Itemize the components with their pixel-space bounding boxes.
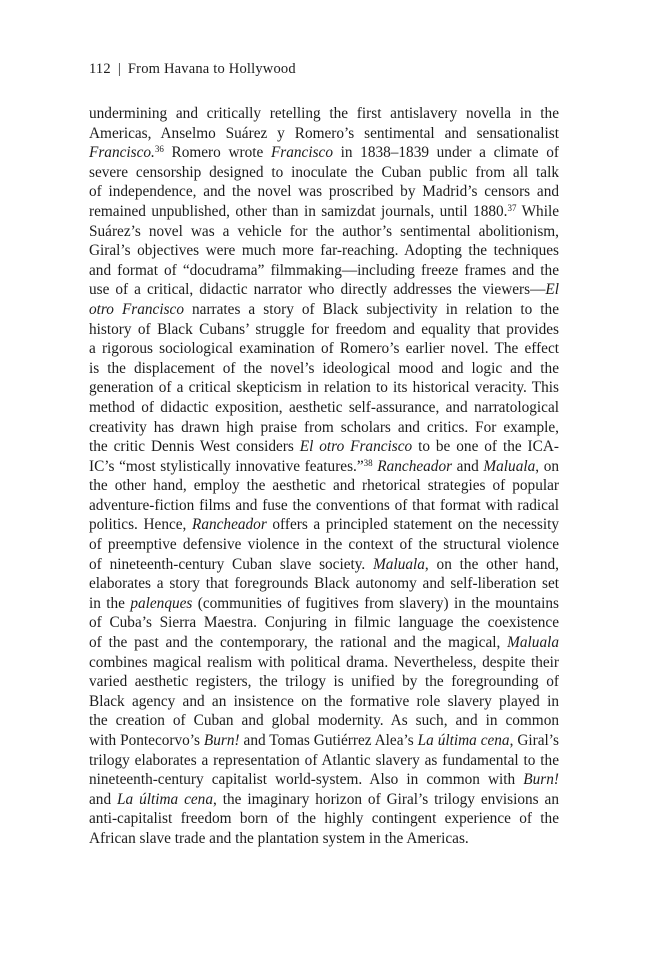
text-line [89, 280, 559, 300]
text-run: generation of a critical skepticism in relation to its historical veracity. This [89, 379, 559, 397]
footnote-marker: 36 [154, 144, 164, 155]
text-run: and [452, 457, 484, 475]
text-run: While [516, 202, 559, 220]
text-run: of nineteenth-century Cuban slave society. [89, 555, 374, 573]
italic-title: otro Francisco [89, 300, 184, 318]
text-run: the critic Dennis West considers [89, 438, 300, 456]
text-line [89, 594, 559, 614]
italic-title: La última cena [417, 732, 510, 749]
text-run: , the imaginary horizon of Giral’s trilogy envisions an [212, 790, 559, 808]
text-line [89, 790, 559, 810]
text-run: in 1838–1839 under a climate of [332, 144, 559, 162]
text-line [89, 143, 559, 163]
text-run: use of a critical, didactic narrator who directly addresses the viewers— [89, 281, 546, 299]
text-line [89, 457, 559, 477]
text-run: IC’s “most stylistically innovative features.” [89, 457, 364, 475]
text-run: of Cuba’s Sierra Maestra. Conjuring in filmic language the coexistence [89, 614, 559, 632]
text-run: undermining and critically retelling the first antislavery novella in the [89, 105, 559, 122]
footnote-marker: 37 [507, 202, 517, 213]
text-line [89, 476, 559, 496]
text-line [89, 418, 559, 438]
text-run: with Pontecorvo’s [89, 732, 204, 749]
text-run: of independence, and the novel was proscribed by Madrid’s censors and [89, 183, 559, 201]
text-run: severe censorship designed to inoculate the Cuban public from all talk [89, 163, 559, 181]
text-line [89, 378, 559, 398]
italic-title: Maluala [507, 634, 559, 652]
text-run: offers a principled statement on the necessity [266, 516, 559, 534]
text-run: combines magical realism with political drama. Nevertheless, despite their [89, 653, 559, 671]
header-separator: | [117, 61, 121, 77]
text-run: elaborates a story that foregrounds Black autonomy and self-liberation set [89, 575, 559, 593]
text-run: trilogy elaborates a representation of Atlantic slavery as fundamental to the [89, 751, 559, 769]
text-line [89, 633, 559, 653]
text-run: , on [535, 457, 559, 475]
text-line [89, 261, 559, 281]
text-run: Suárez’s novel was a vehicle for the author’s sentimental abolitionism, [89, 222, 559, 240]
text-line [89, 653, 559, 673]
text-line [89, 613, 559, 633]
text-line [89, 829, 559, 849]
text-line [89, 535, 559, 555]
text-run: nineteenth-century capitalist world-system. Also in common with [89, 771, 524, 789]
text-run: remained unpublished, other than in samizdat journals, until 1880. [89, 202, 508, 220]
text-run: of the past and the contemporary, the rational and the magical, [89, 634, 508, 652]
italic-title: Burn! [203, 732, 240, 749]
italic-title: El otro Francisco [299, 438, 413, 456]
text-run: history of Black Cubans’ struggle for freedom and equality that provides [89, 320, 559, 338]
text-line [89, 574, 559, 594]
text-run: adventure-fiction films and fuse the conventions of that format with radical [89, 496, 559, 514]
italic-title: palenques [130, 594, 193, 612]
running-head [89, 61, 296, 78]
text-line [89, 672, 559, 692]
text-line [89, 751, 559, 771]
text-line [89, 692, 559, 712]
text-line [89, 515, 559, 535]
text-line [89, 241, 559, 261]
italic-title: La última cena [117, 790, 213, 808]
text-line [89, 182, 559, 202]
text-run: in the [89, 594, 131, 612]
text-line [89, 163, 559, 183]
footnote-marker: 38 [363, 457, 373, 468]
text-line [89, 711, 559, 731]
text-run: African slave trade and the plantation system in the Americas. [89, 829, 469, 847]
text-run: Romero wrote [163, 144, 271, 162]
text-line [89, 398, 559, 418]
text-line [89, 496, 559, 516]
italic-title: Francisco [270, 144, 333, 162]
italic-title: Maluala [483, 457, 536, 475]
text-line [89, 124, 559, 144]
text-line [89, 359, 559, 379]
text-run: a rigorous sociological examination of Romero’s earlier novel. The effect [89, 340, 559, 358]
text-run: varied aesthetic registers, the trilogy is unified by the foregrounding of [89, 673, 559, 691]
text-line [89, 104, 559, 124]
text-run: and format of “docudrama” filmmaking—including freeze frames and the [89, 261, 559, 279]
text-line [89, 320, 559, 340]
text-run: creativity has drawn high praise from scholars and critics. For example, [89, 418, 559, 436]
text-line [89, 222, 559, 242]
italic-title: Rancheador [192, 516, 267, 534]
text-run: and [89, 790, 118, 808]
text-run: to be one of the ICA- [412, 438, 559, 456]
text-run: anti-capitalist freedom born of the highly contingent experience of the [89, 810, 559, 828]
italic-title: Maluala [373, 555, 425, 573]
italic-title: Rancheador [377, 457, 453, 475]
italic-title: Francisco. [89, 144, 155, 162]
text-line [89, 300, 559, 320]
text-line [89, 731, 559, 751]
text-run: and Tomas Gutiérrez Alea’s [239, 732, 418, 749]
text-run: , on the other hand, [424, 555, 559, 573]
text-run: Giral’s objectives were much more far-reaching. Adopting the techniques [89, 242, 559, 260]
text-run: of preemptive defensive violence in the context of the structural violence [89, 536, 559, 554]
text-line [89, 770, 559, 790]
body-paragraph [89, 104, 559, 849]
book-title: From Havana to Hollywood [127, 61, 296, 77]
text-run: narrates a story of Black subjectivity in relation to the [183, 300, 559, 318]
text-run: method of didactic exposition, aesthetic self-assurance, and narratological [89, 398, 559, 416]
text-line [89, 555, 559, 575]
text-run: (communities of fugitives from slavery) in the mountains [192, 594, 559, 612]
text-run: Black agency and an insistence on the formative role slavery played in [89, 692, 559, 710]
text-run: the other hand, employ the aesthetic and rhetorical strategies of popular [89, 477, 559, 495]
text-run: is the displacement of the novel’s ideological mood and logic and the [89, 359, 559, 377]
text-line [89, 809, 559, 829]
text-line [89, 437, 559, 457]
text-run: Americas, Anselmo Suárez y Romero’s sentimental and sensationalist [89, 124, 559, 142]
text-run: politics. Hence, [89, 516, 192, 534]
page-number: 112 [89, 61, 111, 77]
text-run: , Giral’s [509, 732, 559, 749]
text-line [89, 202, 559, 222]
text-run: the creation of Cuban and global modernity. As such, and in common [89, 712, 559, 730]
italic-title: El [545, 281, 559, 299]
italic-title: Burn! [523, 771, 559, 789]
text-line [89, 339, 559, 359]
